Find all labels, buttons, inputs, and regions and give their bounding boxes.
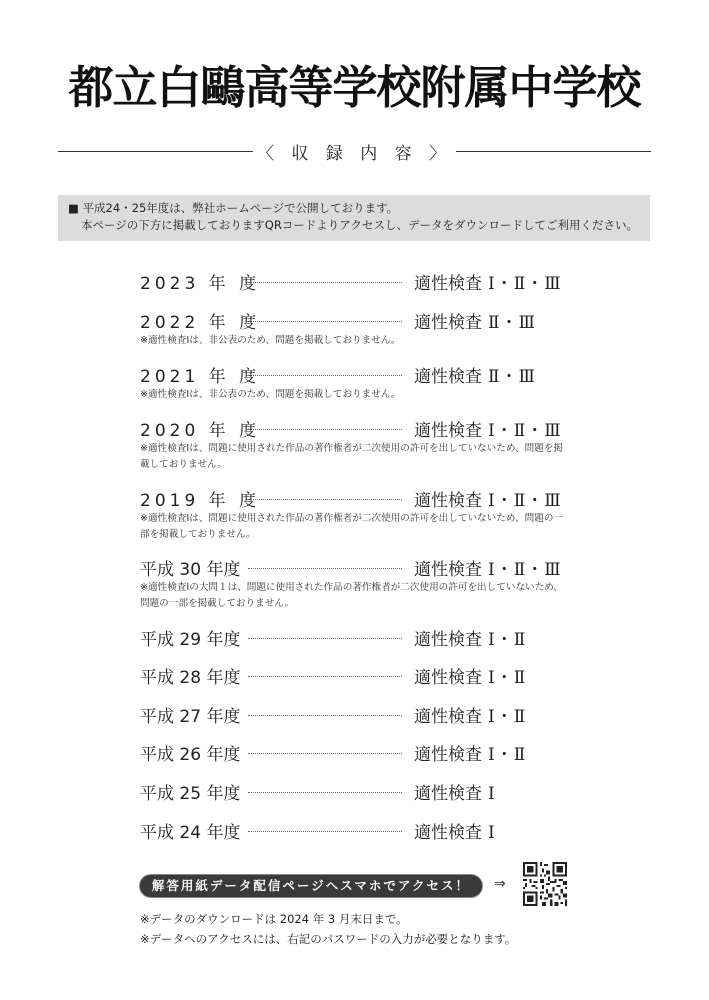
year-label: 平成 28 年度 bbox=[140, 667, 241, 688]
exam-name: 適性検査 bbox=[414, 273, 482, 294]
right-arrow-icon: ⇒ bbox=[494, 876, 506, 892]
divider-right bbox=[456, 151, 651, 152]
exam-parts: Ⅰ・Ⅱ bbox=[488, 629, 527, 650]
year-label: 2021 年 度 bbox=[140, 366, 261, 387]
year-label: 2023 年 度 bbox=[140, 273, 261, 294]
dot-leader bbox=[248, 568, 402, 569]
notice-line-2: 本ページの下方に掲載しておりますQRコードよりアクセスし、データをダウンロードしてご利用ください。 bbox=[81, 218, 638, 232]
dot-leader bbox=[248, 831, 402, 832]
year-label: 平成 25 年度 bbox=[140, 783, 241, 804]
list-item bbox=[140, 624, 580, 650]
exam-parts: Ⅰ・Ⅱ bbox=[488, 744, 527, 765]
exam-name: 適性検査 bbox=[414, 706, 482, 727]
notice-line-1: 平成24・25年度は、弊社ホームページで公開しております。 bbox=[82, 201, 399, 215]
notice-box bbox=[58, 195, 650, 241]
entry-note: ※適性検査Ⅰは、問題に使用された作品の著作権者が二次使用の許可を出していないため、問題の一部を掲載しておりません。 bbox=[140, 513, 564, 540]
dot-leader bbox=[248, 499, 402, 500]
list-item bbox=[140, 307, 580, 349]
list-item bbox=[140, 268, 580, 294]
exam-parts: Ⅰ・Ⅱ・Ⅲ bbox=[488, 490, 562, 511]
year-label: 2020 年 度 bbox=[140, 420, 261, 441]
list-item bbox=[140, 778, 580, 804]
contents-heading bbox=[58, 138, 651, 164]
exam-parts: Ⅰ・Ⅱ bbox=[488, 667, 527, 688]
exam-name: 適性検査 bbox=[414, 490, 482, 511]
exam-name: 適性検査 bbox=[414, 667, 482, 688]
exam-parts: Ⅱ・Ⅲ bbox=[488, 312, 536, 333]
qr-code-icon[interactable] bbox=[523, 862, 567, 906]
entry-note: ※適性検査Ⅰは、非公表のため、問題を掲載しておりません。 bbox=[140, 335, 401, 346]
divider-left bbox=[58, 151, 253, 152]
dot-leader bbox=[248, 321, 402, 322]
list-item bbox=[140, 701, 580, 727]
exam-parts: Ⅰ・Ⅱ・Ⅲ bbox=[488, 273, 562, 294]
year-label: 2022 年 度 bbox=[140, 312, 261, 333]
list-item bbox=[140, 662, 580, 688]
exam-name: 適性検査 bbox=[414, 559, 482, 580]
entry-note: ※適性検査Ⅰの大問１は、問題に使用された作品の著作権者が二次使用の許可を出していないため、問題の一部を掲載しておりません。 bbox=[140, 582, 564, 609]
exam-name: 適性検査 bbox=[414, 822, 482, 843]
exam-parts: Ⅰ bbox=[488, 783, 496, 804]
dot-leader bbox=[248, 429, 402, 430]
list-item bbox=[140, 739, 580, 765]
dot-leader bbox=[248, 638, 402, 639]
exam-parts: Ⅱ・Ⅲ bbox=[488, 366, 536, 387]
dot-leader bbox=[248, 282, 402, 283]
exam-name: 適性検査 bbox=[414, 312, 482, 333]
contents-label: 〈 収 録 内 容 〉 bbox=[256, 143, 453, 164]
exam-name: 適性検査 bbox=[414, 629, 482, 650]
list-item bbox=[140, 554, 580, 612]
entry-note: ※適性検査Ⅰは、問題に使用された作品の著作権者が二次使用の許可を出していないため、問題を掲載しておりません。 bbox=[140, 443, 564, 470]
year-label: 平成 24 年度 bbox=[140, 822, 241, 843]
exam-parts: Ⅰ bbox=[488, 822, 496, 843]
list-item bbox=[140, 415, 580, 473]
exam-name: 適性検査 bbox=[414, 744, 482, 765]
list-item bbox=[140, 485, 580, 543]
year-label: 平成 29 年度 bbox=[140, 629, 241, 650]
exam-name: 適性検査 bbox=[414, 420, 482, 441]
dot-leader bbox=[248, 753, 402, 754]
dot-leader bbox=[248, 375, 402, 376]
year-label: 平成 27 年度 bbox=[140, 706, 241, 727]
dot-leader bbox=[248, 792, 402, 793]
list-item bbox=[140, 817, 580, 843]
year-label: 平成 26 年度 bbox=[140, 744, 241, 765]
password-note: ※データへのアクセスには、右記のパスワードの入力が必要となります。 bbox=[140, 932, 517, 946]
exam-parts: Ⅰ・Ⅱ・Ⅲ bbox=[488, 559, 562, 580]
download-deadline-note: ※データのダウンロードは 2024 年 3 月末日まで。 bbox=[140, 912, 408, 926]
entry-note: ※適性検査Ⅰは、非公表のため、問題を掲載しておりません。 bbox=[140, 389, 401, 400]
exam-parts: Ⅰ・Ⅱ bbox=[488, 706, 527, 727]
bullet-icon: ■ bbox=[68, 201, 79, 215]
exam-parts: Ⅰ・Ⅱ・Ⅲ bbox=[488, 420, 562, 441]
dot-leader bbox=[248, 715, 402, 716]
exam-name: 適性検査 bbox=[414, 783, 482, 804]
school-title: 都立白鷗高等学校附属中学校 bbox=[68, 61, 641, 114]
dot-leader bbox=[248, 676, 402, 677]
year-label: 平成 30 年度 bbox=[140, 559, 241, 580]
list-item bbox=[140, 361, 580, 403]
year-label: 2019 年 度 bbox=[140, 490, 261, 511]
exam-name: 適性検査 bbox=[414, 366, 482, 387]
answer-sheet-access-banner: 解答用紙データ配信ページへスマホでアクセス！ bbox=[140, 875, 482, 897]
